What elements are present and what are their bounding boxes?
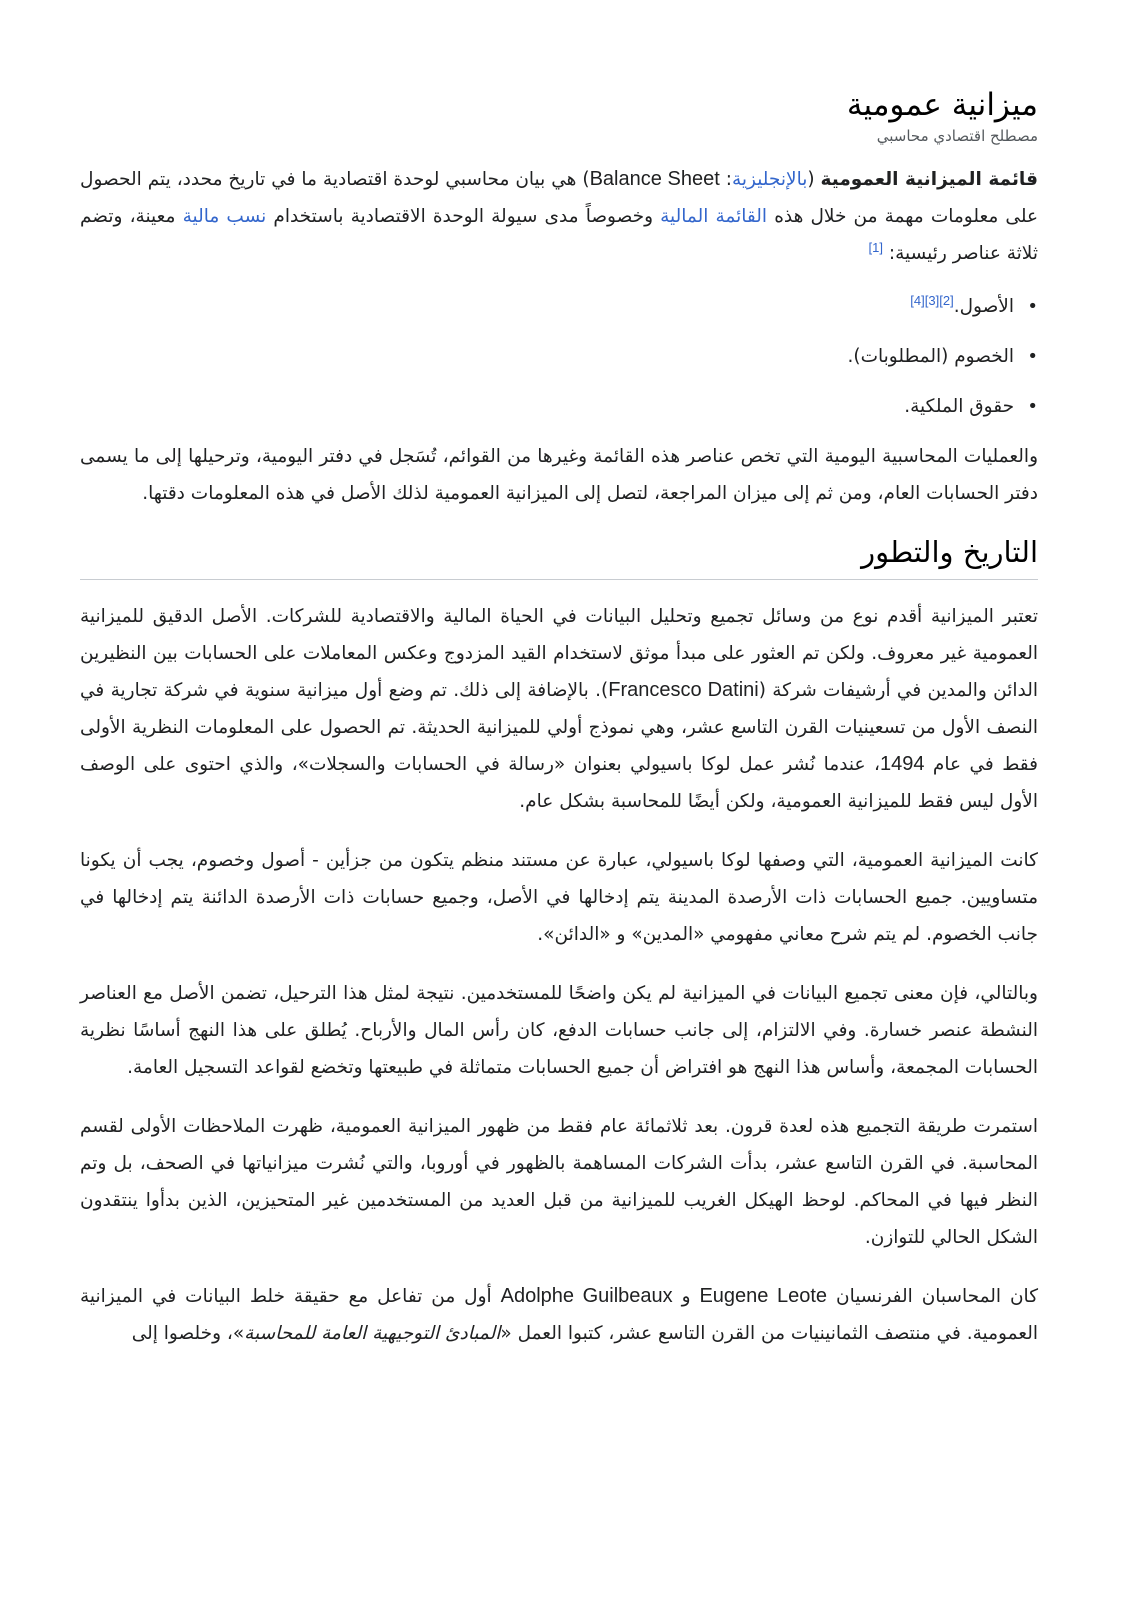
history-paragraph-1 xyxy=(80,598,1038,820)
list-item-label: حقوق الملكية. xyxy=(904,395,1014,417)
operations-paragraph: والعمليات المحاسبية اليومية التي تخص عناصر هذه القائمة وغيرها من القوائم، تُسَجل في دفتر اليومية، وترحيلها إلى ما يسمى دفتر الحسابات العام، ومن ثم إلى ميزان المراجعة، لتصل إلى الميزانية العمومية لذلك الأصل في هذه المعلومات دقتها. xyxy=(80,445,1038,504)
intro-text-3: معينة، وتضم ثلاثة عناصر رئيسية: xyxy=(80,205,1038,264)
history-p1-text-a: تعتبر الميزانية أقدم نوع من وسائل تجميع وتحليل البيانات في الحياة المالية والاقتصادية للشركات. الأصل الدقيق للميزانية العمومية غير معروف. ولكن تم العثور على مبدأ موثق لاستخدام القيد المزدوج وعكس المعاملات على الحسابات بين النظيرين الدائن والمدين في أرشيفات شركة ( xyxy=(80,606,1039,702)
page-title: ميزانية عمومية xyxy=(846,87,1038,123)
intro-paragraph xyxy=(80,161,1038,272)
section-heading-history: التاريخ والتطور xyxy=(861,534,1038,569)
list-item-label: الأصول. xyxy=(953,295,1014,317)
financial-statement-link[interactable]: القائمة المالية xyxy=(660,205,768,227)
history-p1-text-b: ). بالإضافة إلى ذلك. تم وضع أول ميزانية سنوية في شركة تجارية في النصف الأول من تسعينيات القرن التاسع عشر، وهي نموذج أولي للميزانية الحديثة. تم الحصول على المعلومات النظرية الأولى فقط في عام xyxy=(80,680,1038,776)
history-p5-text-a: كان المحاسبان الفرنسيان xyxy=(827,1286,1039,1308)
section-divider xyxy=(80,579,1038,580)
history-paragraph-4: استمرت طريقة التجميع هذه لعدة قرون. بعد ثلاثمائة عام فقط من ظهور الميزانية العمومية، ظهرت الملاحظات الأولى لقسم المحاسبة. في القرن التاسع عشر، بدأت الشركات المساهمة بالظهور في أوروبا، والتي نُشرت ميزانياتها في الصحف، بل وتم النظر فيها في المحاكم. لوحظ الهيكل الغريب للميزانية من قبل العديد من المستخدمين غير المتحيزين، الذين بدأوا ينتقدون الشكل الحالي للتوازن. xyxy=(80,1116,1038,1249)
history-p1-text-c: ، عندما نُشر عمل لوكا باسيولي بعنوان «رسالة في الحسابات والسجلات»، والذي احتوى على الوصف الأول ليس فقط للميزانية العمومية، ولكن أيضًا للمحاسبة بشكل عام. xyxy=(80,754,1038,813)
page-subtitle: مصطلح اقتصادي محاسبي xyxy=(876,126,1038,145)
intro-text-2: وخصوصاً مدى سيولة الوحدة الاقتصادية باستخدام xyxy=(266,205,661,227)
history-p5-text-c: »، وخلصوا إلى xyxy=(131,1323,245,1345)
intro-bold-term: قائمة الميزانية العمومية xyxy=(820,168,1038,190)
intro-colon: : xyxy=(719,168,732,190)
reference-link-1[interactable]: [1] xyxy=(868,239,884,255)
intro-text-1: ) هي بيان محاسبي لوحدة اقتصادية ما في تاريخ محدد، يتم الحصول على معلومات مهمة من خلال هذه xyxy=(80,168,1039,227)
list-item xyxy=(80,388,1038,425)
history-p5-text-b: أول من تفاعل مع حقيقة خلط البيانات في الميزانية العمومية. في منتصف الثمانينيات من القرن التاسع عشر، كتبوا العمل « xyxy=(80,1286,1038,1345)
english-term: Balance Sheet xyxy=(589,167,720,190)
datini-name: Francesco Datini xyxy=(608,679,759,702)
english-language-link[interactable]: بالإنجليزية xyxy=(731,168,808,190)
history-paragraph-3: وبالتالي، فإن معنى تجميع البيانات في الميزانية لم يكن واضحًا للمستخدمين. نتيجة لمثل هذا الترحيل، تضمن الأصل مع العناصر النشطة عنصر خسارة. وفي الالتزام، إلى جانب حسابات الدفع، كان رأس المال والأرباح. يُطلق على هذا النهج أساسًا نظرية الحسابات المجمعة، وأساس هذا النهج هو افتراض أن جميع الحسابات متماثلة في طبيعتها وتخضع لقواعد التسجيل العامة. xyxy=(80,983,1038,1079)
year-1494: 1494 xyxy=(879,753,925,776)
history-paragraph-5 xyxy=(80,1278,1038,1352)
guilbeaux-name: Adolphe Guilbeaux xyxy=(500,1285,673,1308)
work-title: المبادئ التوجيهية العامة للمحاسبة xyxy=(244,1323,501,1345)
intro-paren-open: ( xyxy=(807,168,821,190)
bullet-icon: • xyxy=(1027,395,1038,417)
leote-name: Eugene Leote xyxy=(699,1285,828,1308)
history-p5-and: و xyxy=(672,1286,700,1308)
list-item xyxy=(80,288,1038,325)
list-item-label: الخصوم (المطلوبات). xyxy=(847,345,1014,367)
components-list xyxy=(80,288,1038,425)
list-item xyxy=(80,338,1038,375)
bullet-icon: • xyxy=(1027,295,1038,317)
reference-links-assets[interactable]: [2][3][4] xyxy=(910,292,954,308)
financial-ratios-link[interactable]: نسب مالية xyxy=(182,205,267,227)
history-paragraph-2: كانت الميزانية العمومية، التي وصفها لوكا باسيولي، عبارة عن مستند منظم يتكون من جزأين - أصول وخصوم، يجب أن يكونا متساويين. جميع الحسابات ذات الأرصدة المدينة يتم إدخالها في الأصل، وجميع حسابات ذات الأرصدة الدائنة يتم إدخالها في جانب الخصوم. لم يتم شرح معاني مفهومي «المدين» و «الدائن». xyxy=(80,850,1038,946)
bullet-icon: • xyxy=(1027,345,1038,367)
